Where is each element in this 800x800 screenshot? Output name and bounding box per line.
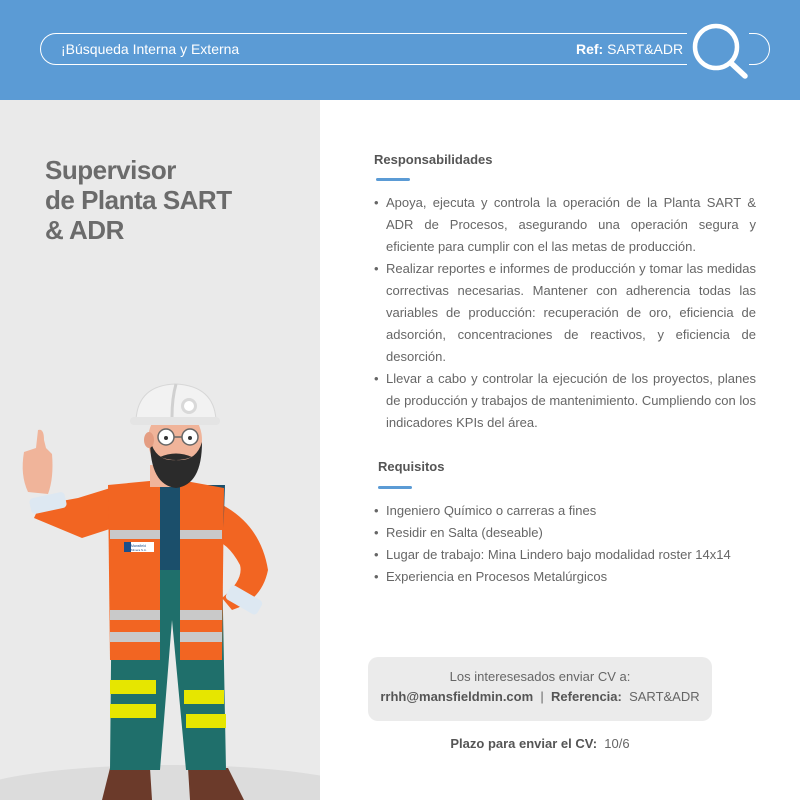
cv-contact-box xyxy=(368,657,712,721)
reference-label: Ref: xyxy=(576,41,604,57)
cv-instructions: Los interesesados enviar CV a: xyxy=(449,669,631,684)
vest-logo-line-2: Minera S.A. xyxy=(131,548,147,552)
contact-reference-label: Referencia: xyxy=(551,689,622,704)
contact-reference-value: SART&ADR xyxy=(629,689,700,704)
cv-contact-line xyxy=(368,686,712,708)
contact-separator: | xyxy=(540,689,544,704)
left-panel xyxy=(0,100,320,800)
search-bar-text: ¡Búsqueda Interna y Externa xyxy=(61,41,240,57)
vest-logo-line-1: Mansfield xyxy=(131,544,146,548)
list-item: • Llevar a cabo y controlar la ejecución de los proyectos, planes de producción y trabajos de mantenimiento. Cumpliendo con los indicadores KPIs del área. xyxy=(374,368,756,434)
deadline-value: 10/6 xyxy=(604,736,630,751)
responsibilities-underline xyxy=(376,178,410,181)
deadline-label: Plazo para enviar el CV: xyxy=(450,736,598,751)
list-item: • Ingeniero Químico o carreras a fines xyxy=(374,500,774,522)
requirements-heading: Requisitos xyxy=(378,459,445,474)
list-item: • Experiencia en Procesos Metalúrgicos xyxy=(374,566,774,588)
contact-email[interactable]: rrhh@mansfieldmin.com xyxy=(380,689,534,704)
requirements-list xyxy=(374,500,774,588)
list-item: • Apoya, ejecuta y controla la operación de la Planta SART & ADR de Procesos, asegurando una operación segura y eficiente para cumplir con el las metas de producción. xyxy=(374,192,756,258)
reference-code xyxy=(576,41,683,57)
responsibilities-heading: Responsabilidades xyxy=(374,152,493,167)
requirements-underline xyxy=(378,486,412,489)
mining-worker-illustration xyxy=(0,280,320,800)
job-title-line-2: de Planta SART xyxy=(45,185,232,215)
reference-value: SART&ADR xyxy=(607,41,684,57)
job-title-line-1: Supervisor xyxy=(45,155,176,185)
application-deadline xyxy=(368,736,712,751)
job-title xyxy=(45,155,305,245)
job-details xyxy=(320,100,800,800)
search-bar[interactable] xyxy=(40,33,770,65)
responsibilities-list xyxy=(374,192,756,434)
job-title-line-3: & ADR xyxy=(45,215,124,245)
header-bar xyxy=(0,0,800,100)
list-item: • Realizar reportes e informes de producción y tomar las medidas correctivas necesarias. Mantener con adherencia todas las variables de producción: recuperación de oro, eficiencia de adsorción, concentraciones de reactivos, y eficiencia de desorción. xyxy=(374,258,756,368)
list-item: • Lugar de trabajo: Mina Lindero bajo modalidad roster 14x14 xyxy=(374,544,774,566)
search-icon[interactable] xyxy=(689,22,753,82)
list-item: • Residir en Salta (deseable) xyxy=(374,522,774,544)
